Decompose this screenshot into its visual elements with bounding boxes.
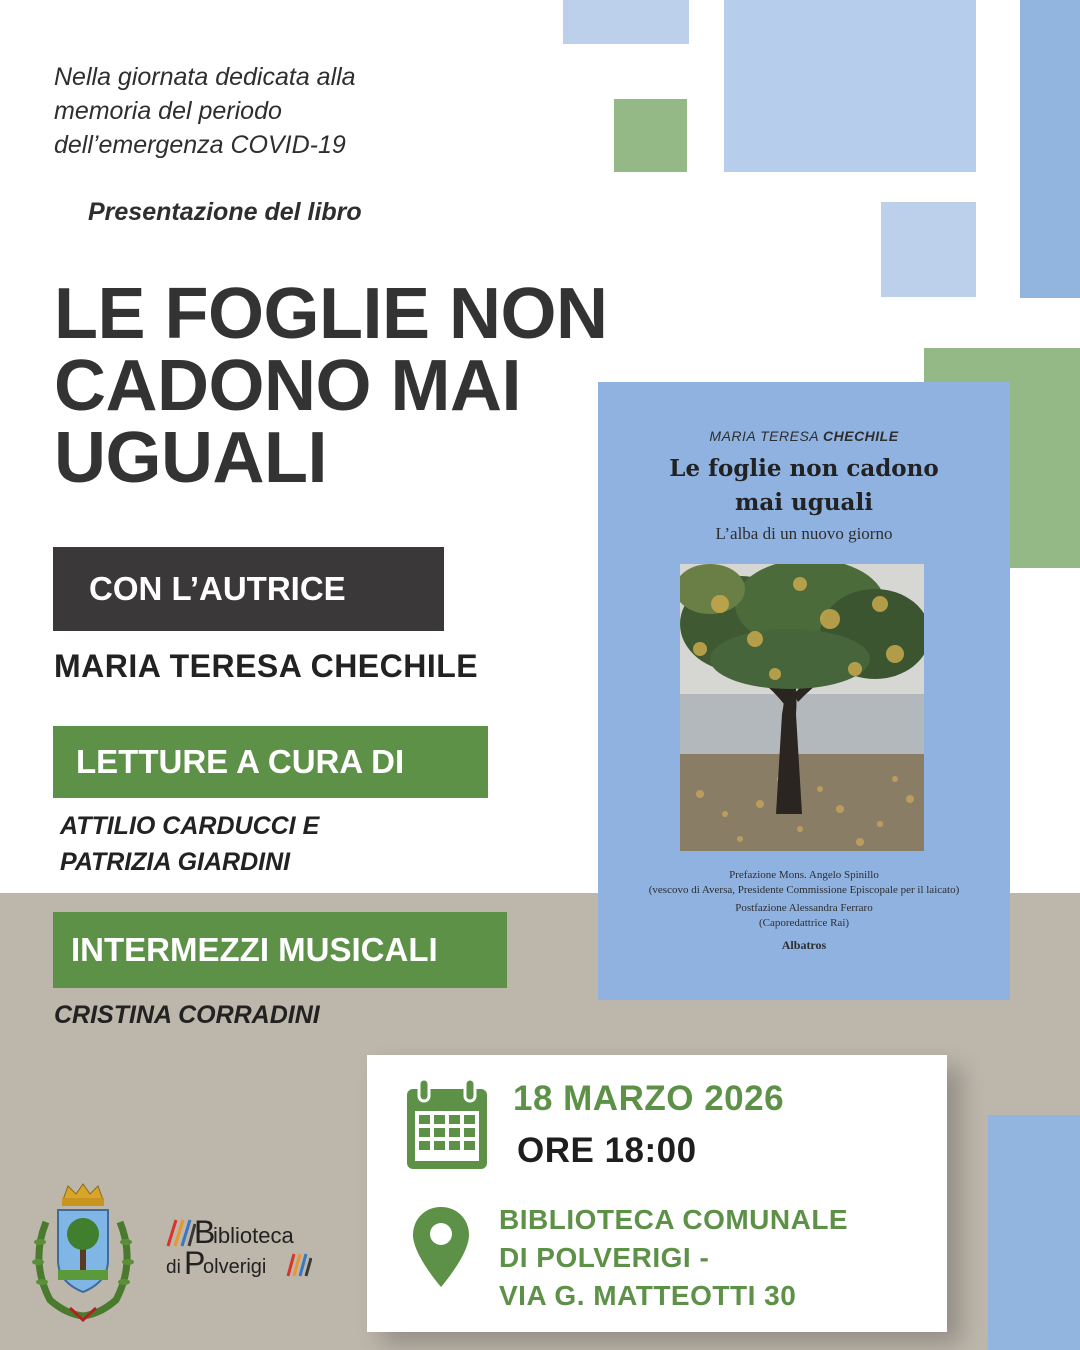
main-title (54, 274, 634, 498)
intro-line: dell’emergenza COVID-19 (54, 131, 346, 159)
book-cover (598, 382, 1010, 1000)
decor-square (614, 99, 687, 172)
decor-square (881, 202, 976, 297)
intro-line: memoria del periodo (54, 97, 282, 125)
books-stripes-icon (286, 1252, 312, 1278)
author-name: MARIA TERESA CHECHILE (54, 648, 479, 684)
title-line: CADONO MAI (54, 346, 521, 426)
decor-square (563, 0, 689, 44)
decor-square (988, 1115, 1080, 1350)
location-pin-icon (413, 1207, 469, 1287)
readings-label: LETTURE A CURA DI (76, 743, 405, 780)
credit-line: (vescovo di Aversa, Presidente Commissione Episcopale per il laicato) (648, 884, 960, 896)
event-place (499, 1201, 848, 1315)
credit-line: Postfazione Alessandra Ferraro (735, 902, 873, 914)
reader-line: PATRIZIA GIARDINI (60, 848, 291, 876)
library-word-di: di (166, 1257, 181, 1278)
credit-line: (Caporedattrice Rai) (758, 917, 850, 929)
books-stripes-icon (166, 1218, 196, 1248)
book-author (598, 428, 1010, 444)
library-logo (166, 1214, 316, 1284)
author-label-box (53, 547, 444, 631)
book-title-line: mai uguali (735, 489, 873, 516)
presentation-label: Presentazione del libro (88, 198, 362, 226)
book-author-first: MARIA TERESA (709, 428, 819, 444)
book-title-line: Le foglie non cadono (669, 455, 939, 482)
place-line: VIA G. MATTEOTTI 30 (499, 1280, 797, 1311)
music-label: INTERMEZZI MUSICALI (71, 931, 438, 968)
title-line: LE FOGLIE NON (54, 274, 608, 354)
book-author-last: CHECHILE (823, 428, 899, 444)
title-line: UGUALI (54, 418, 327, 498)
coat-of-arms-icon (28, 1182, 138, 1322)
book-title (598, 452, 1010, 520)
tree-photo (680, 564, 924, 851)
book-credits (598, 868, 1010, 931)
book-publisher: Albatros (781, 938, 827, 952)
reader-line: ATTILIO CARDUCCI E (60, 812, 320, 840)
readers-names (60, 808, 319, 880)
event-time: ORE 18:00 (517, 1131, 697, 1170)
place-line: BIBLIOTECA COMUNALE (499, 1204, 849, 1235)
credit-line: Prefazione Mons. Angelo Spinillo (729, 869, 879, 881)
book-subtitle: L’alba di un nuovo giorno (715, 524, 893, 543)
readings-label-box (53, 726, 488, 798)
music-label-box (53, 912, 507, 988)
intro-text (54, 60, 514, 162)
event-info-card (367, 1055, 947, 1332)
library-word-biblioteca: iblioteca (213, 1223, 294, 1248)
library-word-polverigi: olverigi (203, 1256, 267, 1278)
library-initial-p: P (184, 1245, 206, 1281)
decor-square (1020, 0, 1080, 298)
library-initial-b: B (194, 1214, 216, 1250)
author-label: CON L’AUTRICE (89, 570, 346, 607)
intro-line: Nella giornata dedicata alla (54, 63, 356, 91)
event-date: 18 MARZO 2026 (513, 1079, 785, 1118)
tree-illustration (680, 564, 924, 851)
decor-square (724, 0, 976, 172)
place-line: DI POLVERIGI - (499, 1242, 710, 1273)
calendar-icon (405, 1079, 489, 1171)
musician-name: CRISTINA CORRADINI (54, 1001, 320, 1029)
